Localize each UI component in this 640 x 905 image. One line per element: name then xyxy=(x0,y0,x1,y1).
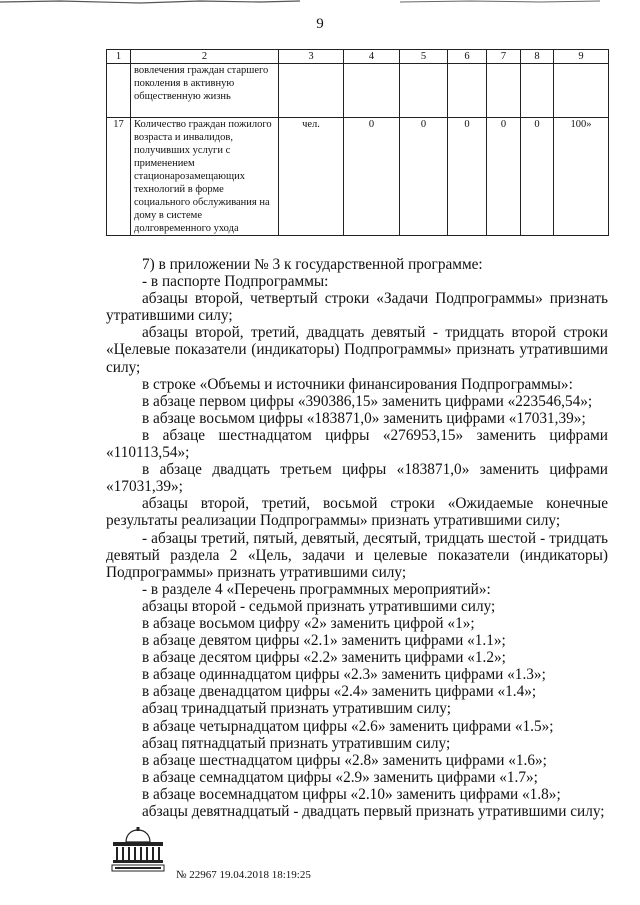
paragraph: абзацы девятнадцатый - двадцать первый признать утратившими силу; xyxy=(142,803,605,820)
value-cell xyxy=(448,64,487,118)
value-cell xyxy=(487,64,521,118)
paragraph: абзацы второй - седьмой признать утратившими силу; xyxy=(142,597,496,615)
paragraph: в абзаце двенадцатом цифры «2.4» заменить цифрами «1.4»; xyxy=(142,683,537,701)
paragraph: в абзаце десятом цифры «2.2» заменить цифрами «1.2»; xyxy=(142,649,506,667)
row-number xyxy=(107,64,131,118)
document-body xyxy=(106,256,608,820)
scan-edge-mark xyxy=(0,0,640,10)
table-header-cell: 4 xyxy=(344,50,400,64)
paragraph: абзацы второй, третий, восьмой строки «Ожидаемые конечные результаты реализации Подпрограммы» признать утратившими силу; xyxy=(106,495,608,530)
value-cell: 0 xyxy=(521,118,554,236)
value-cell xyxy=(521,64,554,118)
row-number: 17 xyxy=(107,118,131,236)
registration-stamp: № 22967 19.04.2018 18:19:25 xyxy=(176,869,311,881)
paragraph: в абзаце девятом цифры «2.1» заменить цифрами «1.1»; xyxy=(142,632,506,650)
table-header-cell: 6 xyxy=(448,50,487,64)
page-number: 9 xyxy=(316,16,324,32)
paragraph: в абзаце восьмом цифру «2» заменить цифрой «1»; xyxy=(142,614,475,632)
paragraph: в строке «Объемы и источники финансирования Подпрограммы»: xyxy=(142,375,573,393)
paragraph: абзацы второй, третий, двадцать девятый - тридцать второй строки «Целевые показатели (индикаторы) Подпрограммы» признать утратившими силу; xyxy=(106,324,608,376)
indicator-name: Количество граждан пожилого возраста и инвалидов, получивших услуги с применением стационарозамещающих технологий в форме социального обслуживания на дому в системе долговременного ухода xyxy=(131,118,279,236)
value-cell: 0 xyxy=(487,118,521,236)
paragraph: 7) в приложении № 3 к государственной программе: xyxy=(142,256,483,273)
table-row xyxy=(107,118,609,236)
paragraph: в абзаце одиннадцатом цифры «2.3» заменить цифрами «1.3»; xyxy=(142,666,546,684)
table-header-cell: 9 xyxy=(554,50,609,64)
value-cell xyxy=(344,64,400,118)
value-cell: 0 xyxy=(344,118,400,236)
table-header-cell: 1 xyxy=(107,50,131,64)
indicator-name: вовлечения граждан старшего поколения в активную общественную жизнь xyxy=(131,64,279,118)
indicators-table xyxy=(106,49,609,236)
table-header-cell: 2 xyxy=(131,50,279,64)
paragraph: в абзаце шестнадцатом цифры «276953,15» заменить цифрами «110113,54»; xyxy=(106,426,608,462)
value-cell: 0 xyxy=(448,118,487,236)
paragraph: в абзаце четырнадцатом цифры «2.6» заменить цифрами «1.5»; xyxy=(142,717,554,735)
value-cell xyxy=(554,64,609,118)
document-footer xyxy=(110,826,530,880)
table-header-cell: 7 xyxy=(487,50,521,64)
value-cell: 0 xyxy=(400,118,448,236)
paragraph: - в разделе 4 «Перечень программных мероприятий»: xyxy=(142,580,491,598)
unit-cell xyxy=(279,64,344,118)
paragraph: в абзаце первом цифры «390386,15» заменить цифрами «223546,54»; xyxy=(142,392,593,410)
value-cell: 100» xyxy=(554,118,609,236)
table-header-row xyxy=(107,50,609,64)
government-building-logo-icon xyxy=(110,826,166,878)
paragraph: в абзаце восемнадцатом цифры «2.10» заменить цифрами «1.8»; xyxy=(142,785,561,803)
paragraph: абзацы второй, четвертый строки «Задачи Подпрограммы» признать утратившими силу; xyxy=(106,290,608,325)
paragraph: в абзаце семнадцатом цифры «2.9» заменить цифрами «1.7»; xyxy=(142,768,538,786)
paragraph: в абзаце восьмом цифры «183871,0» заменить цифрами «17031,39»; xyxy=(142,409,586,427)
table-header-cell: 5 xyxy=(400,50,448,64)
paragraph: - в паспорте Подпрограммы: xyxy=(142,273,329,291)
paragraph: в абзаце двадцать третьем цифры «183871,0» заменить цифрами «17031,39»; xyxy=(106,461,608,496)
paragraph: - абзацы третий, пятый, девятый, десятый, тридцать шестой - тридцать девятый раздела 2 «Цель, задачи и целевые показатели (индикаторы) Подпрограммы» признать утратившими силу; xyxy=(106,529,608,581)
paragraph: абзац тринадцатый признать утратившим силу; xyxy=(142,700,451,718)
value-cell xyxy=(400,64,448,118)
paragraph: в абзаце шестнадцатом цифры «2.8» заменить цифрами «1.6»; xyxy=(142,751,547,769)
paragraph: абзац пятнадцатый признать утратившим силу; xyxy=(142,734,451,752)
table-header-cell: 3 xyxy=(279,50,344,64)
unit-cell: чел. xyxy=(279,118,344,236)
table-header-cell: 8 xyxy=(521,50,554,64)
table-row xyxy=(107,64,609,118)
